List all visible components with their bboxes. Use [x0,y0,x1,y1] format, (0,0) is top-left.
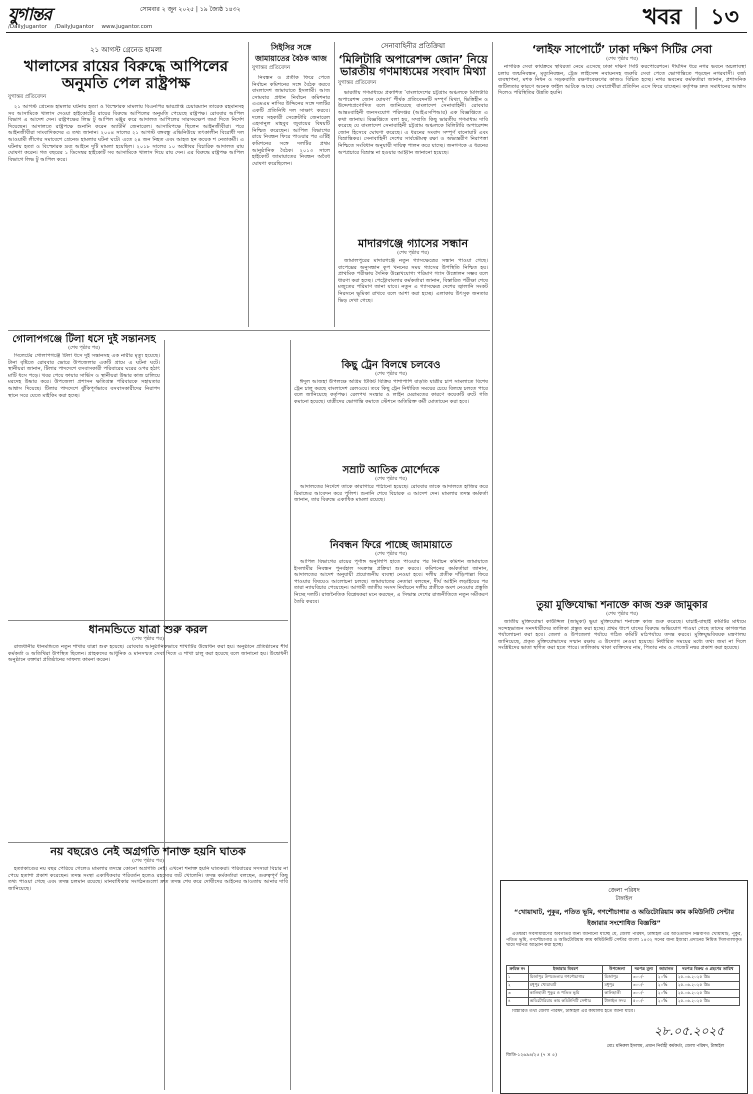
ad-header-cell: দরপত্র বিক্রয় ও গ্রহণের তারিখ [676,966,739,974]
ad-org: জেলা পরিষদ [608,887,640,894]
story-madarganj-gas [338,238,488,358]
ad-intro: এতদ্বারা সর্বসাধারণের অবগতির জন্য জানানো যাচ্ছে যে, জেলা পরিষদ, টাঙ্গাইল এর আওতাধীন নিম্নবর্ণিত খোয়াঘাট, পুকুর, পতিত ভূমি, গণশৌচাগার ও অডিটোরিয়াম কাম কমিউনিটি সেন্টার বাংলা ১৪৩২ সনের জন্য ইজারা প্রদানের নিমিত্ত সিলগালাকৃত খামে দরপত্র আহ্বান করা হচ্ছে। [506,932,742,949]
ad-cell: কালিহাতী [603,990,631,998]
story-body: জামালপুরের মাদারগঞ্জে নতুন গ্যাসক্ষেত্রের সন্ধান পাওয়া গেছে। বাপেক্সের অনুসন্ধান কূপ খননের সময় গ্যাসের উপস্থিতি নিশ্চিত হয়। প্রাথমিক পরীক্ষায় দৈনিক উল্লেখযোগ্য পরিমাণ গ্যাস উত্তোলন সম্ভব বলে ধারণা করা হচ্ছে। পেট্রোবাংলার কর্মকর্তারা জানান, বিস্তারিত পরীক্ষা শেষে মজুতের পরিমাণ জানা যাবে। নতুন এ গ্যাসক্ষেত্র দেশের জ্বালানি সংকট নিরসনে ভূমিকা রাখবে বলে আশা করা হচ্ছে। এলাকায় উৎসুক জনতার ভিড় দেখা গেছে। [338,258,488,304]
ad-cell: ২০% [656,982,676,990]
story-continuation: (শেষ পৃষ্ঠার পর) [68,345,100,351]
column-rule [334,42,335,327]
story-headline[interactable]: ধানমন্ডিতে যাত্রা শুরু করল [88,623,208,636]
ad-cell: ৩০০/- [631,974,656,982]
story-military-zone [338,40,488,245]
ad-code: জিডি-১২৬৯৪/২৫ (৭ × ৫) [506,1053,557,1058]
story-kicker: সেনাবাহিনীর প্রতিক্রিয়া [380,42,446,50]
masthead [0,0,753,30]
story-headline[interactable]: ‘মিলিটারি অপারেশন্স জোন’ নিয়ে ভারতীয় গণমাধ্যমের সংবাদ মিথ্যা [338,53,488,79]
twitter-link[interactable]: /DailyJugantor [54,24,94,30]
story-continuation: (শেষ পৃষ্ঠার পর) [375,476,407,482]
story-kicker: ২১ আগস্ট গ্রেনেড হামলা [90,46,162,54]
story-byline: যুগান্তর প্রতিবেদন [338,80,377,87]
table-row [507,974,740,982]
story-body: ভারতীয় গণমাধ্যমে প্রকাশিত ‘বাংলাদেশের চট্টগ্রাম অঞ্চলকে মিলিটারি অপারেশন্স জোন ঘোষণা’ শীর্ষক প্রতিবেদনটি সম্পূর্ণ মিথ্যা, ভিত্তিহীন ও উদ্দেশ্যপ্রণোদিত বলে জানিয়েছে বাংলাদেশ সেনাবাহিনী। রোববার আন্তঃবাহিনী জনসংযোগ পরিদপ্তর (আইএসপিআর) এক বিজ্ঞপ্তিতে এ কথা জানায়। বিজ্ঞপ্তিতে বলা হয়, সম্প্রতি কিছু ভারতীয় গণমাধ্যম দাবি করেছে যে বাংলাদেশ সেনাবাহিনী চট্টগ্রাম অঞ্চলকে মিলিটারি অপারেশন্স জোন হিসেবে ঘোষণা করেছে। এ ধরনের সংবাদ সম্পূর্ণ বানোয়াট এবং বিভ্রান্তিকর। সেনাবাহিনী দেশের সার্বভৌমত্ব রক্ষা ও অভ্যন্তরীণ নিরাপত্তা নিশ্চিতে সংবিধান অনুযায়ী দায়িত্ব পালন করে যাচ্ছে। জনগণকে এ ধরনের অপপ্রচারে বিভ্রান্ত না হওয়ার আহ্বান জানানো হয়েছে। [338,90,488,156]
story-headline[interactable]: গোলাপগঞ্জে টিলা ধসে দুই সন্তানসহ [12,334,156,345]
facebook-link[interactable]: /DailyJugantor [8,24,48,30]
story-body: জাতীয় মুক্তিযোদ্ধা কাউন্সিল (জামুকা) ভুয়া মুক্তিযোদ্ধা শনাক্তে কাজ শুরু করেছে। যাচাই-বাছাই কমিটির মাধ্যমে সন্দেহভাজন সনদধারীদের তালিকা প্রস্তুত করা হচ্ছে। প্রথম ধাপে যাদের বিরুদ্ধে অভিযোগ পাওয়া গেছে তাদের কাগজপত্র পর্যালোচনা করা হবে। জেলা ও উপজেলা পর্যায়ে গঠিত কমিটি মাঠপর্যায়ে তদন্ত করবে। মুক্তিযুদ্ধবিষয়ক মন্ত্রণালয় জানিয়েছে, প্রকৃত মুক্তিযোদ্ধাদের সম্মান রক্ষায় এ উদ্যোগ নেওয়া হয়েছে। নির্ধারিত সময়ের মধ্যে তথ্য জমা না দিলে সংশ্লিষ্টদের ভাতা স্থগিত করা হতে পারে। তালিকায় থাকা ব্যক্তিদের নাম, পিতার নাম ও গেজেট নম্বর প্রকাশ করা হয়েছে। [498,619,746,652]
story-headline[interactable]: নিবন্ধন ফিরে পাচ্ছে জামায়াতে [329,540,453,551]
story-continuation: (শেষ পৃষ্ঠার পর) [132,636,164,643]
ad-title: “খোয়াঘাট, পুকুর, পতিত ভূমি, গণশৌচাগার ও অডিটোরিয়াম কাম কমিউনিটি সেন্টার ইজারার সংশোধিত বিজ্ঞপ্তি” [513,908,735,927]
story-body: নিবন্ধন ও প্রতীক ফিরে পেতে নির্বাচন কমিশনের সঙ্গে বৈঠক করবে বাংলাদেশ জামায়াতে ইসলামী। আজ সোমবার প্রধান নির্বাচন কমিশনার এএমএম নাসির উদ্দিনের সঙ্গে দলটির একটি প্রতিনিধি দল সাক্ষাৎ করবে। দলের সহকারী সেক্রেটারি জেনারেল এহসানুল মাহবুব জুবায়ের বিষয়টি নিশ্চিত করেছেন। আপিল বিভাগের রায়ে নিবন্ধন ফিরে পাওয়ার পর এটিই কমিশনের সঙ্গে দলটির প্রথম আনুষ্ঠানিক বৈঠক। ২০১৩ সালে হাইকোর্ট জামায়াতের নিবন্ধন অবৈধ ঘোষণা করেছিলেন। [252,75,330,167]
ad-cell: মধুপুর খোয়াঘাট [528,982,603,990]
ad-header-cell: ইজারার বিবরণ [528,966,603,974]
story-jamaat-registration [294,540,488,1089]
ad-cell: ৫০০/- [631,998,656,1006]
newspaper-logo: যুগান্তর [8,5,51,25]
ad-cell: ৩০০/- [631,982,656,990]
story-headline[interactable]: খালাসের রায়ের বিরুদ্ধে আপিলের অনুমতি পেল রাষ্ট্রপক্ষ [24,57,228,92]
column-rule [290,340,291,1090]
story-continuation: (শেষ পৃষ্ঠার পর) [132,858,164,865]
divider: | [692,5,700,30]
story-kicker: সিইসির সঙ্গে [270,43,312,52]
ad-header-cell: উপজেলা [603,966,631,974]
ad-cell: ২৫.০৬.২০২৫ খ্রিঃ [676,998,739,1006]
ad-signature-block [506,1023,724,1050]
story-headline[interactable]: নয় বছরেও নেই অগ্রগতি শনাক্ত হয়নি ঘাতক [50,845,246,858]
story-fake-freedom-fighters [498,600,746,874]
story-dscc-services [498,44,746,274]
story-dhanmondi [8,624,288,829]
ad-cell: মির্জাপুর [603,974,631,982]
section-rule [8,620,288,621]
ad-cell: অডিটোরিয়াম কাম কমিউনিটি সেন্টার [528,998,603,1006]
ad-cell: ২৫.০৬.২০২৫ খ্রিঃ [676,990,739,998]
tender-advertisement [500,880,748,1094]
story-body: আপিল বিভাগের রায়ের পূর্ণাঙ্গ অনুলিপি হাতে পাওয়ার পর নির্বাচন কমিশন জামায়াতে ইসলামীর নিবন্ধন পুনর্বহাল সংক্রান্ত প্রক্রিয়া শুরু করবে। কমিশনের কর্মকর্তারা জানান, আদালতের আদেশ অনুযায়ী প্রয়োজনীয় ব্যবস্থা নেওয়া হবে। দলীয় প্রতীক দাঁড়িপাল্লা ফিরে পাওয়ার বিষয়েও আলোচনা চলছে। জামায়াতের নেতারা বলছেন, দীর্ঘ আইনি লড়াইয়ের পর তারা ন্যায়বিচার পেয়েছেন। আগামী জাতীয় সংসদ নির্বাচনে দলীয় প্রতীকে অংশ নেওয়ার প্রস্তুতি নিচ্ছে দলটি। রাজনৈতিক বিশ্লেষকরা মনে করছেন, এ সিদ্ধান্ত দেশের রাজনীতিতে নতুন সমীকরণ তৈরি করবে। [294,559,488,605]
ad-cell: ২০% [656,998,676,1006]
table-row [507,990,740,998]
ad-cell: মির্জাপুর উপজেলার গণশৌচাগার [528,974,603,982]
social-links [8,24,158,30]
issue-date: সোমবার ২ জুন ২০২৫ | ১৯ জ্যৈষ্ঠ ১৪৩২ [140,6,241,13]
story-golapganj [8,334,160,615]
story-body: ২১ আগস্ট গ্রেনেড হামলার ঘটনায় হত্যা ও বিস্ফোরক মামলায় বিএনপির ভারপ্রাপ্ত চেয়ারম্যান তারেক রহমানসহ সব আসামিকে খালাস দেওয়া হাইকোর্টের রায়ের বিরুদ্ধে আপিলের অনুমতি পেয়েছে রাষ্ট্রপক্ষ। রোববার আপিল বিভাগ এ আদেশ দেন। রাষ্ট্রপক্ষের লিভ টু আপিল মঞ্জুর করে আদালত আপিলের সারসংক্ষেপ জমা দিতে নির্দেশ দিয়েছেন। আদালতে রাষ্ট্রপক্ষে শুনানি করেন অ্যাটর্নি জেনারেল। আসামিপক্ষে ছিলেন আইনজীবীরা। পরে আইনজীবীরা সাংবাদিকদের এ তথ্য জানান। ২০০৪ সালের ২১ আগস্ট বঙ্গবন্ধু এভিনিউয়ে তৎকালীন বিরোধী দল আওয়ামী লীগের সমাবেশে গ্রেনেড হামলার ঘটনা ঘটে। এতে ২৪ জন নিহত এবং আহত হন কয়েক শ নেতাকর্মী। এ ঘটনায় হত্যা ও বিস্ফোরক দ্রব্য আইনে দুটি মামলা হয়েছিল। ২০১৮ সালের ১০ অক্টোবর বিচারিক আদালত রায় ঘোষণা করেন। গত বছরের ১ ডিসেম্বর হাইকোর্ট সব আসামিকে খালাস দিয়ে রায় দেন। এর বিরুদ্ধে রাষ্ট্রপক্ষ আপিল বিভাগে লিভ টু আপিল করে। [8,104,244,163]
story-headline[interactable]: সম্রাট আতিক মোর্শেদকে [342,465,440,476]
story-body: ঈদুল আজহা উপলক্ষে অগ্রিম টিকিট বিক্রির পাশাপাশি বাড়তি যাত্রীর চাপ সামলাতে বিশেষ ট্রেন চালু করছে বাংলাদেশ রেলওয়ে। তবে কিছু ট্রেন নির্ধারিত সময়ের চেয়ে বিলম্বে চলতে পারে বলে জানিয়েছে কর্তৃপক্ষ। রেলপথ সংস্কার ও লাইন মেরামতের কারণে কয়েকটি রুটে গতি কমানো হয়েছে। যাত্রীদের ভোগান্তি কমাতে স্টেশনে অতিরিক্ত কর্মী মোতায়েন করা হবে। [294,379,488,405]
website-link[interactable]: www.jugantor.com [101,24,153,30]
ad-footer: বিস্তারিত তথ্য জেলা পরিষদ, টাঙ্গাইল এর কার্যালয় হতে জানা যাবে। [512,1009,635,1014]
story-jamaat-meeting [252,44,330,315]
story-continuation: (শেষ পৃষ্ঠার পর) [606,56,638,63]
story-nine-years [8,846,288,1091]
ad-officer: মোঃ মনিরুল ইসলাম, প্রধান নির্বাহী কর্মকর্তা, জেলা পরিষদ, টাঙ্গাইল [606,1044,724,1049]
ad-cell: ৪ [507,998,529,1006]
story-headline[interactable]: তুয়া মুক্তিযোদ্ধা শনাক্তে কাজ শুরু জামুকার [536,600,708,611]
story-body: রাজধানীর ধানমন্ডিতে নতুন শাখার যাত্রা শুরু হয়েছে। রোববার আনুষ্ঠানিকভাবে শাখাটির উদ্বোধন করা হয়। অনুষ্ঠানে প্রতিষ্ঠানের শীর্ষ কর্মকর্তা ও অতিথিরা উপস্থিত ছিলেন। গ্রাহকদের আধুনিক ও মানসম্মত সেবা দিতে এ শাখা চালু করা হয়েছে বলে জানানো হয়। উদ্বোধনী অনুষ্ঠানে বক্তারা প্রতিষ্ঠানের সাফল্য কামনা করেন। [8,644,288,664]
column-rule [248,42,249,327]
story-headline[interactable]: ‘লাইফ সাপোর্টে’ ঢাকা দক্ষিণ সিটির সেবা [531,43,713,56]
ad-cell: ২৫.০৬.২০২৫ খ্রিঃ [676,982,739,990]
table-row [507,982,740,990]
story-headline[interactable]: জামায়াতের বৈঠক আজ [255,53,327,63]
table-row [507,998,740,1006]
story-body: নাগরিক সেবা কার্যক্রমে স্থবিরতা নেমে এসেছে ঢাকা দক্ষিণ সিটি করপোরেশনে। দীর্ঘদিন ধরে নগর ভবনে অচলাবস্থা চলায় জন্মনিবন্ধন, মৃত্যুনিবন্ধন, ট্রেড লাইসেন্স নবায়নসহ জরুরি সেবা পেতে ভোগান্তিতে পড়ছেন নগরবাসী। বর্জ্য ব্যবস্থাপনা, মশক নিধন ও সড়কবাতি রক্ষণাবেক্ষণের কাজও বিঘ্নিত হচ্ছে। নগর ভবনের কর্মকর্তারা জানান, প্রশাসনিক জটিলতার কারণে অনেক ফাইল আটকে আছে। সেবাপ্রার্থীরা প্রতিদিন এসে ফিরে যাচ্ছেন। কর্তৃপক্ষ দ্রুত সমাধানের আশ্বাস দিলেও পরিস্থিতির উন্নতি হয়নি। [498,64,746,97]
ad-header-cell: জামানত [656,966,676,974]
story-continuation: (শেষ পৃষ্ঠার পর) [375,551,407,557]
story-byline: যুগান্তর প্রতিবেদন [8,94,47,100]
story-body: আদালতের নির্দেশে তাকে কারাগারে পাঠানো হয়েছে। রোববার তাকে আদালতে হাজির করে রিমান্ডের আবেদন করে পুলিশ। শুনানি শেষে বিচারক এ আদেশ দেন। মামলার তদন্ত কর্মকর্তা জানান, তার বিরুদ্ধে একাধিক মামলা রয়েছে। [294,484,488,504]
ad-cell: টাঙ্গাইল সদর [603,998,631,1006]
ad-cell: কালিহাতী পুকুর ও পতিত ভূমি [528,990,603,998]
ad-cell: ১ [507,974,529,982]
section-name: খবর [642,5,682,30]
ad-cell: ২০% [656,974,676,982]
ad-header-cell: ক্রমিক নং [507,966,529,974]
story-grenade-attack [8,44,244,314]
story-byline: যুগান্তর প্রতিবেদন [252,65,291,72]
story-train-delay [294,360,488,459]
story-continuation: (শেষ পৃষ্ঠার পর) [606,611,638,617]
ad-cell: মধুপুর [603,982,631,990]
ad-cell: ২৫.০৬.২০২৫ খ্রিঃ [676,974,739,982]
section-rule [8,842,288,843]
ad-cell: ৩০০/- [631,990,656,998]
story-body: সিলেটের গোলাপগঞ্জে টিলা ধসে দুই সন্তানসহ এক নারীর মৃত্যু হয়েছে। টানা বৃষ্টিতে রোববার ভোরে উপজেলার একটি গ্রামে এ ঘটনা ঘটে। স্থানীয়রা জানান, টিলার পাদদেশে বসবাসকারী পরিবারের ঘরের ওপর হঠাৎ মাটি ধসে পড়ে। খবর পেয়ে ফায়ার সার্ভিস ও স্থানীয়রা উদ্ধার কাজ চালিয়ে মরদেহ উদ্ধার করে। উপজেলা প্রশাসন ক্ষতিগ্রস্ত পরিবারকে সহায়তার আশ্বাস দিয়েছে। টিলার পাদদেশে ঝুঁকিপূর্ণভাবে বসবাসকারীদের নিরাপদ স্থানে সরে যেতে মাইকিং করা হচ্ছে। [8,353,160,399]
ad-place: টাঙ্গাইল [615,896,633,902]
ad-header-cell: দরপত্র মূল্য [631,966,656,974]
ad-cell: ২০% [656,990,676,998]
ad-table [506,965,740,1006]
top-rule [6,32,747,33]
ad-cell: ২ [507,982,529,990]
page-number: ১৩ [710,5,739,30]
ad-signature: ২৮.০৫.২০২৫ [653,1024,724,1038]
story-atiq-morshed [294,465,488,524]
story-headline[interactable]: মাদারগঞ্জে গ্যাসের সন্ধান [357,237,469,250]
story-body: হত্যাকাণ্ডের নয় বছর পেরিয়ে গেলেও মামলার তদন্তে কোনো অগ্রগতি নেই। এখনো শনাক্ত হয়নি ঘাতকরা। পরিবারের সদস্যরা বিচার না পেয়ে হতাশা প্রকাশ করেছেন। তদন্ত সংস্থা একাধিকবার পরিবর্তন হলেও রহস্যের জট খোলেনি। তদন্ত কর্মকর্তারা বলছেন, গুরুত্বপূর্ণ কিছু তথ্য পাওয়া গেছে এবং তদন্ত চলমান রয়েছে। মানবাধিকার সংগঠনগুলো দ্রুত তদন্ত শেষ করে দোষীদের আইনের আওতায় আনার দাবি জানিয়েছে। [8,866,288,892]
column-rule [492,42,493,1092]
story-continuation: (শেষ পৃষ্ঠার পর) [397,250,429,257]
ad-cell: ৩ [507,990,529,998]
ad-table-header [507,966,740,974]
story-continuation: (শেষ পৃষ্ঠার পর) [375,371,407,377]
story-headline[interactable]: কিছু ট্রেন বিলম্বে চলবেও [341,360,441,371]
